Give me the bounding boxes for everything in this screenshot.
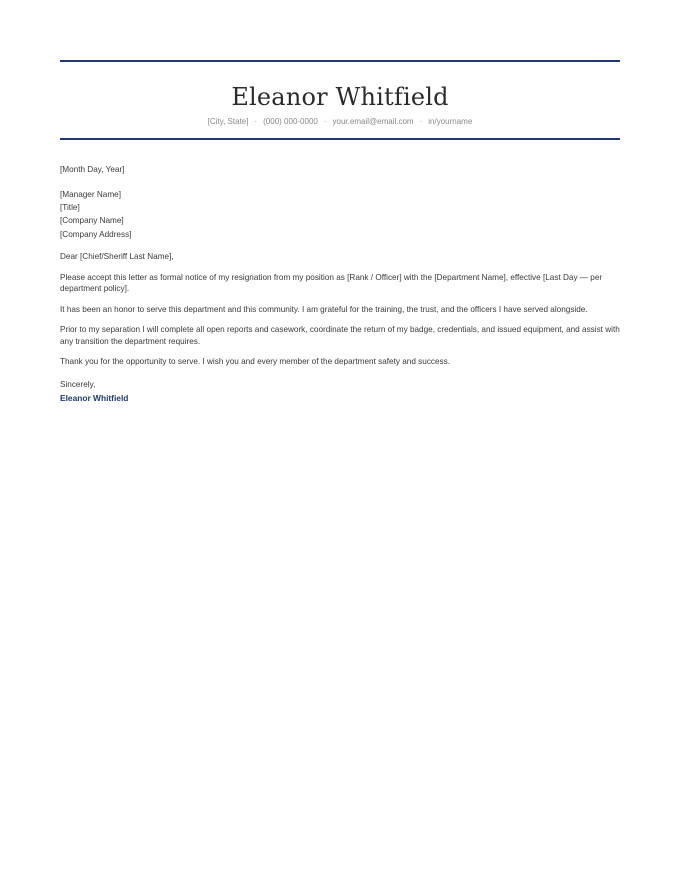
letter-header [60,62,620,138]
letter-date: [Month Day, Year] [60,165,125,174]
closing: Sincerely, [60,379,96,389]
greeting: Dear [Chief/Sheriff Last Name], [60,252,174,262]
contact-separator: · [323,117,327,126]
paragraph-resignation-notice: Please accept this letter as formal notice of my resignation from my position as [Rank / Officer] with the [Department Name], effective [Last Day — per department policy]. [60,272,603,294]
header-bottom-rule [60,138,620,140]
recipient-block [60,188,620,242]
paragraph-thanks: Thank you for the opportunity to serve. I wish you and every member of the department safety and success. [60,357,451,367]
paragraph-gratitude: It has been an honor to serve this department and this community. I am grateful for the training, the trust, and the officers I have served alongside. [60,304,588,314]
contact-location: [City, State] [207,117,249,126]
paragraph-transition: Prior to my separation I will complete all open reports and casework, coordinate the return of my badge, credentials, and issued equipment, and assist with any transition the department requires. [60,325,620,346]
contact-separator: · [254,117,258,126]
contact-email: your.email@email.com [332,117,414,126]
recipient-title: [Title] [60,202,80,212]
recipient-name: [Manager Name] [60,189,121,199]
signature: Eleanor Whitfield [60,393,129,404]
letter-page [60,0,620,405]
letter-body [60,164,620,405]
recipient-company: [Company Name] [60,216,124,226]
contact-separator: · [419,117,423,126]
contact-linkedin: in/yourname [428,117,473,126]
contact-phone: (000) 000-0000 [263,117,318,126]
contact-line [60,116,620,128]
recipient-address: [Company Address] [60,229,132,239]
sender-name: Eleanor Whitfield [231,83,449,111]
